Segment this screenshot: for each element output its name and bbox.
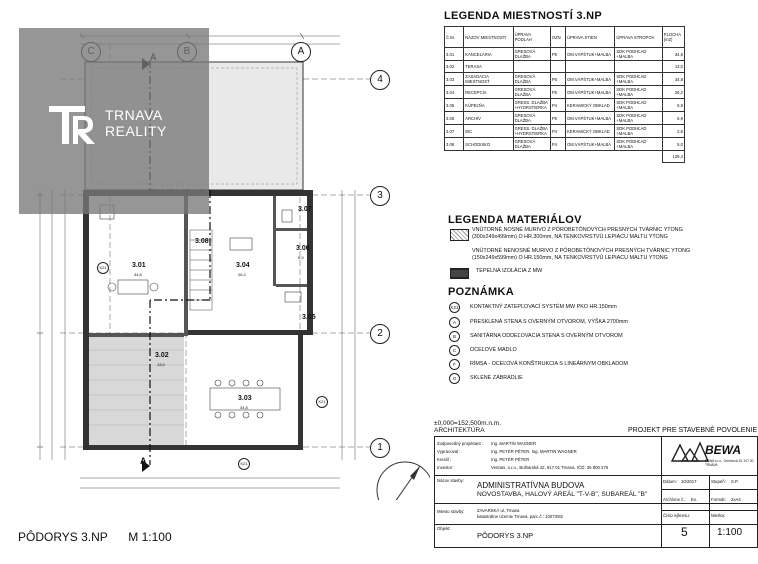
- table-row: [445, 125, 685, 138]
- tb-value: Ing. PETER PÉTER, Ing. MARTIN WAGNER: [491, 449, 577, 454]
- cell: SDK PODHĽAD +MALBA: [615, 73, 662, 86]
- note-text: SKLENÉ ZÁBRADLIE: [470, 375, 523, 381]
- cell: 3.07: [445, 125, 464, 138]
- cell: ARCHÍV: [464, 112, 513, 125]
- cell: WC: [464, 125, 513, 138]
- cell: [550, 61, 565, 73]
- cell: 26,2: [662, 86, 684, 99]
- tb-label: Zodpovedný projektant :: [437, 441, 484, 446]
- tb-row: [437, 449, 577, 454]
- note-text: OCEĽOVÉ MADLO: [470, 347, 517, 353]
- col-header: Č.M.: [445, 27, 464, 48]
- tb-value: Ventani, s.r.o., Bulharská 42, 917 01 Trnava, IČO: 36 800 275: [491, 465, 609, 470]
- room-area-3-02: 13,0: [157, 362, 165, 367]
- cell: GRESOVÁ DLAŽBA: [513, 73, 550, 86]
- cell: [565, 61, 614, 73]
- notes-title: POZNÁMKA: [448, 286, 514, 298]
- note-mark: A: [449, 317, 460, 328]
- drawing-no-value: 5: [681, 525, 688, 539]
- cell: P4: [550, 138, 565, 151]
- cell: KERAMICKÝ OBKLAD: [565, 125, 614, 138]
- material-text-bearing: [472, 227, 683, 241]
- plan-title-text: PÔDORYS 3.NP: [18, 530, 108, 544]
- axis-marker-2: 2: [370, 324, 390, 344]
- cell: P4: [550, 99, 565, 112]
- table-row: [445, 48, 685, 61]
- table-row: [445, 86, 685, 99]
- axis-marker-1: 1: [370, 438, 390, 458]
- room-label-3-06: 3.06: [296, 245, 310, 252]
- cell: SDK PODHĽAD +MALBA: [615, 86, 662, 99]
- elevation-line1: ±0,000=152,500m.n.m.: [434, 420, 501, 427]
- tb-row: [437, 457, 529, 462]
- cell: 3.06: [445, 112, 464, 125]
- table-row: [445, 112, 685, 125]
- cell: [615, 61, 662, 73]
- cell: KERAMICKÝ OBKLAD: [565, 99, 614, 112]
- cell: 5,9: [662, 99, 684, 112]
- cell: GRESOVÁ DLAŽBA: [513, 48, 550, 61]
- cell: P5: [550, 112, 565, 125]
- cell: SDK PODHĽAD +MALBA: [615, 48, 662, 61]
- room-label-3-02: 3.02: [155, 352, 169, 359]
- table-header-row: [445, 27, 685, 48]
- bewa-logo: [670, 441, 710, 465]
- cell: 34,8: [662, 73, 684, 86]
- cell: SCHODISKO: [464, 138, 513, 151]
- cell: TERASA: [464, 61, 513, 73]
- watermark-line1: TRNAVA: [105, 107, 163, 123]
- tb-label: Investor :: [437, 465, 455, 470]
- cell: 5,0: [662, 138, 684, 151]
- cell: GRESOVÁ DLAŽBA: [513, 138, 550, 151]
- cell: KANCELÁRIA: [464, 48, 513, 61]
- room-label-3-05: 3.05: [302, 314, 316, 321]
- watermark-line2: REALITY: [105, 123, 167, 139]
- cell: SDK PODHĽAD +MALBA: [615, 99, 662, 112]
- total-area: 129,4: [662, 151, 684, 163]
- drawing-no-label: Číslo výkresu:: [663, 513, 690, 518]
- col-header: ÚPRAVA PODLAH: [513, 27, 550, 48]
- axis-marker-a: A: [291, 42, 311, 62]
- room-area-3-01: 34,8: [134, 272, 142, 277]
- tb-label: Vypracoval :: [437, 449, 461, 454]
- note-mark: F: [449, 359, 460, 370]
- archive-label: Archívne č.:: [663, 497, 686, 502]
- room-label-3-01: 3.01: [132, 262, 146, 269]
- note-text: KONTAKTNÝ ZATEPĽOVACÍ SYSTÉM MW PKO HR.150mm: [470, 304, 617, 310]
- plan-scale: M 1:100: [128, 530, 172, 544]
- cell: SDK PODHĽAD +MALBA: [615, 138, 662, 151]
- material-line: (150x249x599mm) O HR.150mm, NA TENKOVRSTVÚ LEPIACU MALTU YTONG: [472, 255, 668, 261]
- col-header: NÁZOV MIESTNOSTI: [464, 27, 513, 48]
- material-swatch-bearing: [450, 229, 469, 241]
- cell: OM.VÁPŠTUK+MALBA: [565, 86, 614, 99]
- room-label-3-03: 3.03: [238, 395, 252, 402]
- elevation-note: [434, 420, 501, 434]
- format-value: 2xA4: [731, 497, 741, 502]
- cell: OM.VÁPŠTUK+MALBA: [565, 48, 614, 61]
- axis-marker-3: 3: [370, 186, 390, 206]
- cell: [513, 61, 550, 73]
- object-value: PÔDORYS 3.NP: [477, 531, 534, 540]
- cell: 3.05: [445, 99, 464, 112]
- materials-legend-title: LEGENDA MATERIÁLOV: [448, 214, 582, 226]
- cell: P5: [550, 86, 565, 99]
- name-line2: NOVOSTAVBA, HALOVÝ AREÁL "T-V-B", SUBAREÁL "B": [477, 491, 648, 498]
- cell: KÚPEĽŇA: [464, 99, 513, 112]
- material-text-insulation: TEPELNÁ IZOLÁCIA Z MW: [476, 268, 543, 274]
- name-line1: ADMINISTRATÍVNA BUDOVA: [477, 481, 585, 490]
- cell: 3.08: [445, 138, 464, 151]
- cell: 2,8: [662, 125, 684, 138]
- trnava-reality-logo: [45, 98, 97, 150]
- tb-value: Ing. PETER PÉTER: [491, 457, 530, 462]
- wall-marker-k21: K21: [238, 458, 250, 470]
- cell: 3.02: [445, 61, 464, 73]
- elevation-line2: ARCHITEKTÚRA: [434, 427, 485, 434]
- room-area-3-04: 26,2: [238, 272, 246, 277]
- table-row: [445, 73, 685, 86]
- archive-value: Ex.: [691, 497, 698, 502]
- scale-label: Mierka:: [711, 513, 726, 518]
- room-area-3-03: 34,8: [240, 405, 248, 410]
- material-line: (300x249x499mm) O HR.300mm, NA TENKOVRSTVÚ LEPIACU MALTU YTONG: [472, 234, 668, 240]
- col-header: ÚPRAVA STROPOV: [615, 27, 662, 48]
- cell: P5: [550, 48, 565, 61]
- cell: GRESOVÁ DLAŽBA: [513, 86, 550, 99]
- place-line2: katastrálne územie Trnava, parc.č.: 10073/82: [477, 514, 563, 519]
- note-mark: G: [449, 373, 460, 384]
- rooms-legend-title: LEGENDA MIESTNOSTÍ 3.NP: [444, 10, 603, 22]
- plan-title: [18, 530, 172, 544]
- table-row: [445, 138, 685, 151]
- tb-value: Ing. MARTIN WAGNER: [491, 441, 537, 446]
- watermark-overlay: [19, 28, 209, 214]
- cell: RECEPCIA: [464, 86, 513, 99]
- title-block: [434, 436, 758, 548]
- cell: 3.04: [445, 86, 464, 99]
- cell: 3.03: [445, 73, 464, 86]
- note-text: SANITÁRNA ODDEĽOVACIA STENA S OVERNÝM OTVOROM: [470, 333, 623, 339]
- cell: GRESS. DLAŽBA +HYDRSTIERKA: [513, 125, 550, 138]
- col-header: OZN: [550, 27, 565, 48]
- note-text: RÍMSA - OCEĽOVÁ KONŠTRUKCIA S LINEÁRNYM OBKLADOM: [470, 361, 628, 367]
- place-line1: ZAVARSKÁ ul.,Trnava: [477, 508, 520, 513]
- room-label-3-07: 3.07: [298, 206, 312, 213]
- cell: OM.VÁPŠTUK+MALBA: [565, 73, 614, 86]
- object-label: Objekt:: [437, 526, 451, 531]
- cell: ZASADACIA MIESTNOSŤ: [464, 73, 513, 86]
- axis-marker-4: 4: [370, 70, 390, 90]
- cell: SDK PODHĽAD +MALBA: [615, 125, 662, 138]
- tb-row: [437, 465, 608, 470]
- note-text: PRESKLENÁ STENA S OVERNÝM OTVOROM, VÝŠKA 2700mm: [470, 319, 628, 325]
- stage-label: Stupeň:: [711, 479, 726, 484]
- format-label: Formát:: [711, 497, 726, 502]
- tb-label: Kreslil :: [437, 457, 452, 462]
- wall-marker-k21: K21: [316, 396, 328, 408]
- note-mark: K21: [449, 302, 460, 313]
- cell: 34,8: [662, 48, 684, 61]
- room-label-3-04: 3.04: [236, 262, 250, 269]
- cell: SDK PODHĽAD +MALBA: [615, 112, 662, 125]
- scale-value: 1:100: [717, 527, 743, 538]
- room-area-3-06: 6,9: [298, 255, 304, 260]
- watermark-text: [105, 107, 167, 139]
- cell: OM.VÁPŠTUK+MALBA: [565, 112, 614, 125]
- col-header: PLOCHA (m2): [662, 27, 684, 48]
- company-address: BEWA s.r.o., Orechová 15, 917 00 TRNAVA: [705, 459, 754, 467]
- cell: 13,0: [662, 61, 684, 73]
- note-mark: C: [449, 345, 460, 356]
- name-label: Názov stavby:: [437, 478, 464, 483]
- cell: 3.01: [445, 48, 464, 61]
- material-line: VNÚTORNÉ NOSNÉ MURIVO Z PÓROBETÓNOVÝCH PRESNÝCH TVÁRNIC YTONG: [472, 227, 683, 233]
- cell: GRESS. DLAŽBA +HYDRSTIERKA: [513, 99, 550, 112]
- col-header: ÚPRAVA STIEN: [565, 27, 614, 48]
- date-label: Dátum:: [663, 479, 677, 484]
- cell: OM.VÁPŠTUK+MALBA: [565, 138, 614, 151]
- note-mark: B: [449, 331, 460, 342]
- date-value: 10/2017: [681, 479, 697, 484]
- rooms-legend-table: [444, 26, 685, 163]
- tb-row: [437, 441, 536, 446]
- material-line: VNÚTORNÉ NENOSNÉ MURIVO Z PÓROBETÓNOVÝCH PRESNÝCH TVÁRNIC YTONG: [472, 248, 691, 254]
- company-name: BEWA: [705, 443, 741, 457]
- cell: GRESOVÁ DLAŽBA: [513, 112, 550, 125]
- table-total-row: [445, 151, 685, 163]
- table-row: [445, 61, 685, 73]
- room-label-3-08: 3.08: [195, 238, 209, 245]
- table-row: [445, 99, 685, 112]
- cell: 6,9: [662, 112, 684, 125]
- material-swatch-insulation: [450, 268, 469, 279]
- place-label: Miesto stavby:: [437, 509, 465, 514]
- project-stage: PROJEKT PRE STAVEBNÉ POVOLENIE: [628, 427, 758, 434]
- cell: P5: [550, 73, 565, 86]
- wall-marker-k21: K21: [97, 262, 109, 274]
- section-marker-bottom: A: [140, 456, 147, 466]
- material-text-nonbearing: [472, 248, 690, 262]
- cell: P4: [550, 125, 565, 138]
- stage-value: S.P.: [731, 479, 739, 484]
